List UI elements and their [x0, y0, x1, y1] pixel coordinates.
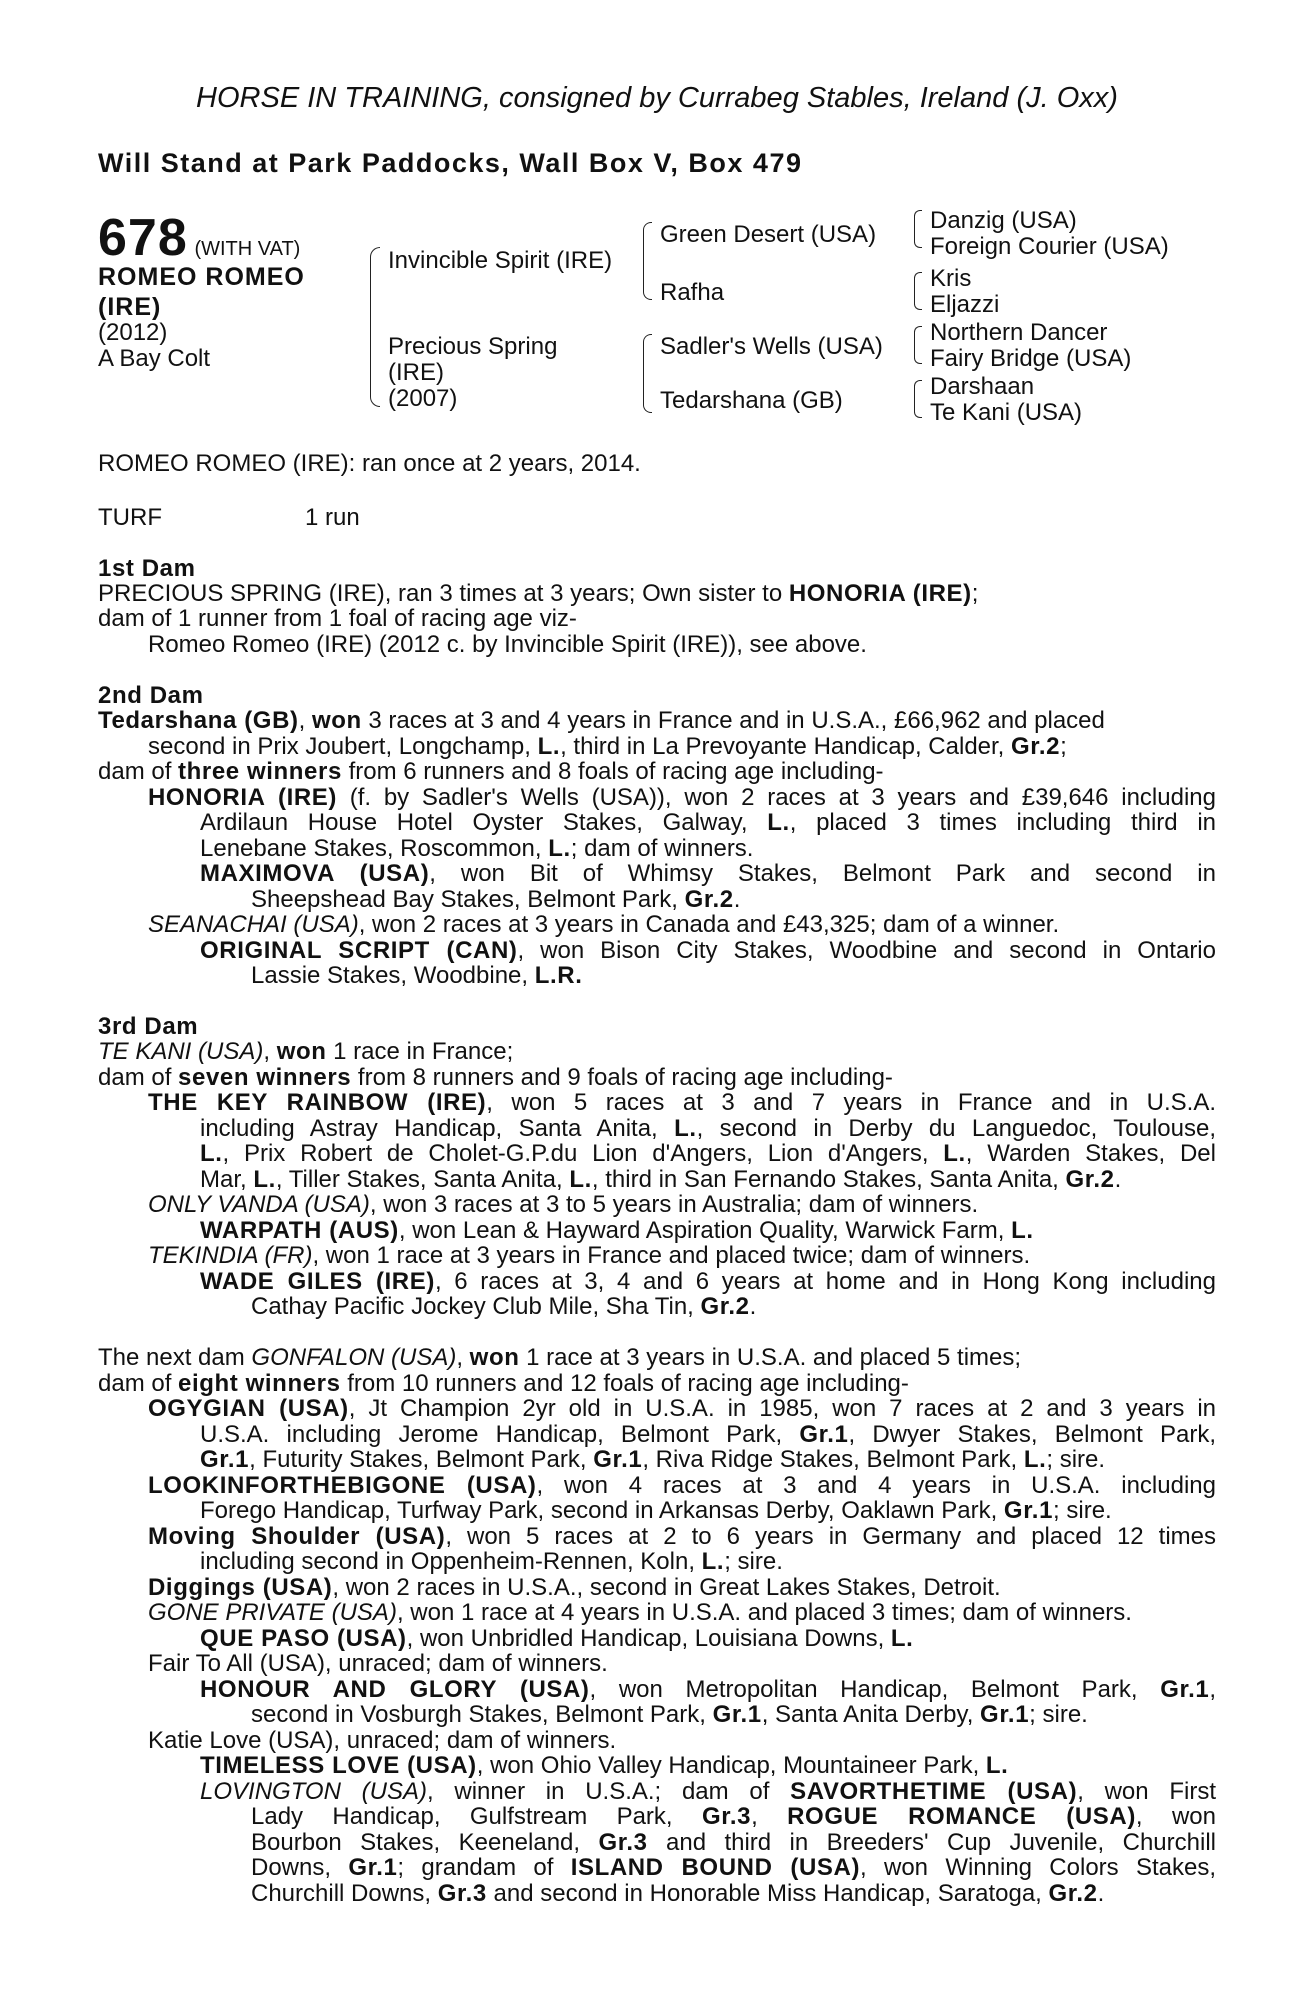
- text: , Jt Champion 2yr old in U.S.A. in 1985, won 7 races at 2 and 3 years in: [348, 1395, 1217, 1422]
- text: , Dwyer Stakes, Belmont Park,: [848, 1421, 1217, 1448]
- race-grade: L.: [569, 1166, 592, 1193]
- text: , won Bison City Stakes, Woodbine and second in Ontario: [517, 937, 1216, 964]
- text: Lady Handicap, Gulfstream Park,: [251, 1803, 702, 1830]
- second-dam-line: [200, 810, 1216, 836]
- horse-name: TIMELESS LOVE (USA): [200, 1752, 477, 1779]
- text: second in Vosburgh Stakes, Belmont Park,: [251, 1701, 713, 1728]
- text: Ardilaun House Hotel Oyster Stakes, Galway,: [200, 809, 768, 836]
- text: .: [749, 1293, 757, 1320]
- text: including second in Oppenheim-Rennen, Koln,: [200, 1548, 702, 1575]
- text: , third in La Prevoyante Handicap, Calder,: [560, 733, 1012, 760]
- dam-name-line2: (IRE): [388, 359, 444, 386]
- foaling-year: (2012): [98, 319, 168, 346]
- first-dam-line: dam of 1 runner from 1 foal of racing age viz-: [98, 605, 577, 632]
- text: dam of: [98, 1370, 179, 1397]
- third-dam-line: [148, 1192, 1216, 1218]
- text: Churchill Downs,: [251, 1880, 438, 1907]
- dam-line-brace: [643, 334, 652, 413]
- third-dam-line: [200, 1116, 1216, 1142]
- first-dam-line: [98, 581, 1216, 607]
- race-grade: Gr.3: [598, 1829, 648, 1856]
- text: , Tiller Stakes, Santa Anita,: [275, 1166, 570, 1193]
- surface-label: TURF: [98, 504, 162, 531]
- horse-name: Diggings (USA): [148, 1574, 333, 1601]
- horse-name: LOVINGTON (USA): [200, 1778, 427, 1805]
- text: ; sire.: [1029, 1701, 1088, 1728]
- race-grade: Gr.2: [1065, 1166, 1115, 1193]
- text: ; sire.: [724, 1548, 783, 1575]
- next-dam-line: [251, 1702, 1216, 1728]
- horse-name: Tedarshana (GB): [98, 707, 299, 734]
- second-dam-line: [148, 785, 1216, 811]
- race-record-surface: [98, 505, 1216, 531]
- next-dam-line: [200, 1549, 1216, 1575]
- text: , won 4 races at 3 and 4 years in U.S.A. including: [536, 1472, 1216, 1499]
- next-dam-line: [200, 1626, 1216, 1652]
- next-dam-line: Katie Love (USA), unraced; dam of winners.: [148, 1727, 617, 1754]
- next-dam-line: [98, 1345, 1216, 1371]
- horse-name: TE KANI (USA): [98, 1038, 264, 1065]
- text: , won First: [1077, 1778, 1216, 1805]
- text: 3 races at 3 and 4 years in France and in U.S.A., £66,962 and placed: [361, 707, 1105, 734]
- great-grandsire-2: Kris: [930, 265, 972, 292]
- race-grade: Gr.3: [701, 1803, 752, 1830]
- horse-name: SAVORTHETIME (USA): [790, 1778, 1078, 1805]
- text: , won Bit of Whimsy Stakes, Belmont Park and second in: [429, 860, 1216, 887]
- text: Lassie Stakes, Woodbine,: [251, 962, 535, 989]
- third-dam-line: [98, 1039, 1216, 1065]
- text: and third in Breeders' Cup Juvenile, Churchill: [647, 1829, 1216, 1856]
- second-dam-line: [200, 938, 1216, 964]
- horse-name: WADE GILES (IRE): [200, 1268, 435, 1295]
- text: dam of: [98, 1064, 179, 1091]
- sire-line-brace: [643, 222, 652, 300]
- text: , won Unbridled Handicap, Louisiana Downs,: [406, 1625, 891, 1652]
- race-grade: Gr.2: [700, 1293, 750, 1320]
- race-grade: L.R.: [534, 962, 583, 989]
- emphasis: won: [311, 707, 362, 734]
- horse-name-line1: ROMEO ROMEO: [98, 263, 305, 291]
- next-dam-line: [98, 1371, 1216, 1397]
- third-dam-line: [200, 1218, 1216, 1244]
- text: .: [1097, 1880, 1105, 1907]
- horse-name: Moving Shoulder (USA): [148, 1523, 446, 1550]
- race-grade: Gr.3: [437, 1880, 487, 1907]
- text: Mar,: [200, 1166, 254, 1193]
- text: ; sire.: [1053, 1497, 1112, 1524]
- third-dam-line: [251, 1294, 1216, 1320]
- text: Forego Handicap, Turfway Park, second in Arkansas Derby, Oaklawn Park,: [200, 1497, 1004, 1524]
- ggp-brace-4: [914, 380, 922, 418]
- text: ,: [298, 707, 312, 734]
- horse-name: TEKINDIA (FR): [148, 1242, 313, 1269]
- great-grandsire-4: Darshaan: [930, 373, 1035, 400]
- text: PRECIOUS SPRING (IRE), ran 3 times at 3 years; Own sister to: [98, 580, 789, 607]
- horse-name: ORIGINAL SCRIPT (CAN): [200, 937, 518, 964]
- third-dam-line: [200, 1141, 1216, 1167]
- text: dam of: [98, 758, 179, 785]
- next-dam-line: Fair To All (USA), unraced; dam of winners.: [148, 1650, 608, 1677]
- horse-name: GONE PRIVATE (USA): [148, 1599, 397, 1626]
- horse-description: A Bay Colt: [98, 345, 211, 372]
- emphasis: won: [469, 1344, 520, 1371]
- race-grade: Gr.1: [1003, 1497, 1054, 1524]
- text: U.S.A. including Jerome Handicap, Belmont Park,: [200, 1421, 800, 1448]
- horse-name: HONOUR AND GLORY (USA): [200, 1676, 590, 1703]
- second-dam-line: [148, 734, 1216, 760]
- second-dam-line: [200, 861, 1216, 887]
- horse-name: [98, 262, 305, 322]
- race-grade: L.: [767, 809, 790, 836]
- great-grandsire-1: Danzig (USA): [930, 207, 1077, 234]
- emphasis: seven winners: [178, 1064, 352, 1091]
- horse-name: SEANACHAI (USA): [148, 911, 359, 938]
- race-grade: L.: [1023, 1446, 1047, 1473]
- horse-name: HONORIA (IRE): [788, 580, 972, 607]
- text: , Riva Ridge Stakes, Belmont Park,: [642, 1446, 1024, 1473]
- text: , third in San Fernando Stakes, Santa Anita,: [591, 1166, 1066, 1193]
- third-dam-line: [200, 1269, 1216, 1295]
- text: from 10 runners and 12 foals of racing age including-: [340, 1370, 909, 1397]
- great-granddam-3: Fairy Bridge (USA): [930, 345, 1132, 372]
- third-dam-heading: 3rd Dam: [98, 1013, 199, 1040]
- great-granddam-1: Foreign Courier (USA): [930, 233, 1169, 260]
- race-grade: L.: [1011, 1217, 1034, 1244]
- emphasis: three winners: [178, 758, 342, 785]
- horse-name: QUE PASO (USA): [200, 1625, 407, 1652]
- text: ,: [263, 1038, 277, 1065]
- ggp-brace-1: [914, 210, 922, 248]
- text: , won 2 races at 3 years in Canada and £43,325; dam of a winner.: [358, 911, 1060, 938]
- next-dam-line: [200, 1779, 1216, 1805]
- text: second in Prix Joubert, Longchamp,: [148, 733, 538, 760]
- granddam-1: Rafha: [660, 279, 725, 306]
- race-grade: L.: [985, 1752, 1009, 1779]
- ggp-brace-3: [914, 326, 922, 364]
- second-dam-heading: 2nd Dam: [98, 682, 204, 709]
- text: Sheepshead Bay Stakes, Belmont Park,: [251, 886, 685, 913]
- horse-name: ROGUE ROMANCE (USA): [787, 1803, 1136, 1830]
- race-grade: L.: [548, 835, 571, 862]
- first-dam-line: Romeo Romeo (IRE) (2012 c. by Invincible Spirit (IRE)), see above.: [148, 631, 867, 658]
- text: , Santa Anita Derby,: [761, 1701, 981, 1728]
- race-grade: Gr.2: [684, 886, 734, 913]
- text: , winner in U.S.A.; dam of: [426, 1778, 791, 1805]
- third-dam-line: [148, 1090, 1216, 1116]
- dam-name: [388, 334, 588, 412]
- text: .: [733, 886, 741, 913]
- race-grade: Gr.1: [348, 1854, 398, 1881]
- text: , placed 3 times including third in: [789, 809, 1216, 836]
- next-dam-line: [148, 1396, 1216, 1422]
- emphasis: eight winners: [178, 1370, 341, 1397]
- race-record-summary: ROMEO ROMEO (IRE): ran once at 2 years, 2014.: [98, 450, 641, 477]
- text: ;: [971, 580, 979, 607]
- next-dam-line: [251, 1881, 1216, 1907]
- text: ,: [456, 1344, 470, 1371]
- vat-note: (WITH VAT): [194, 238, 301, 260]
- text: including Astray Handicap, Santa Anita,: [200, 1115, 675, 1142]
- dam-name-line3: (2007): [388, 385, 458, 412]
- next-dam-line: [251, 1804, 1216, 1830]
- text: Bourbon Stakes, Keeneland,: [251, 1829, 599, 1856]
- text: 1 race at 3 years in U.S.A. and placed 5 times;: [519, 1344, 1022, 1371]
- text: ;: [1060, 733, 1067, 760]
- third-dam-line: [98, 1065, 1216, 1091]
- text: , won 1 race at 4 years in U.S.A. and placed 3 times; dam of winners.: [396, 1599, 1132, 1626]
- next-dam-line: [251, 1830, 1216, 1856]
- second-dam-line: [251, 963, 1216, 989]
- text: , won Ohio Valley Handicap, Mountaineer Park,: [476, 1752, 986, 1779]
- great-granddam-2: Eljazzi: [930, 291, 1000, 318]
- text: Downs,: [251, 1854, 349, 1881]
- horse-name-line2: (IRE): [98, 293, 162, 321]
- dam-name-line1: Precious Spring: [388, 333, 558, 360]
- text: , 6 races at 3, 4 and 6 years at home and in Hong Kong including: [434, 1268, 1216, 1295]
- text: from 6 runners and 8 foals of racing age including-: [341, 758, 884, 785]
- race-grade: L.: [943, 1140, 966, 1167]
- next-dam-line: [200, 1447, 1216, 1473]
- text: , second in Derby du Languedoc, Toulouse,: [696, 1115, 1216, 1142]
- race-grade: L.: [253, 1166, 276, 1193]
- text: , won 1 race at 3 years in France and placed twice; dam of winners.: [312, 1242, 1031, 1269]
- race-grade: L.: [701, 1548, 725, 1575]
- text: ; dam of winners.: [570, 835, 754, 862]
- text: and second in Honorable Miss Handicap, Saratoga,: [486, 1880, 1049, 1907]
- grandsire-2: Sadler's Wells (USA): [660, 333, 883, 360]
- horse-details: [98, 320, 210, 372]
- race-grade: Gr.1: [593, 1446, 643, 1473]
- second-dam-line: [98, 759, 1216, 785]
- text: ; sire.: [1046, 1446, 1106, 1473]
- great-grandsire-3: Northern Dancer: [930, 319, 1108, 346]
- horse-name: MAXIMOVA (USA): [200, 860, 430, 887]
- next-dam-line: [200, 1498, 1216, 1524]
- race-grade: Gr.2: [1011, 733, 1061, 760]
- race-grade: Gr.2: [1048, 1880, 1098, 1907]
- text: .: [1114, 1166, 1122, 1193]
- horse-name: THE KEY RAINBOW (IRE): [148, 1089, 487, 1116]
- race-grade: L.: [200, 1140, 223, 1167]
- sire-name: Invincible Spirit (IRE): [388, 247, 613, 274]
- text: 1 race in France;: [326, 1038, 514, 1065]
- next-dam-line: [148, 1473, 1216, 1499]
- race-grade: L.: [890, 1625, 914, 1652]
- consignment-header: HORSE IN TRAINING, consigned by Currabeg Stables, Ireland (J. Oxx): [196, 82, 1118, 114]
- text: Lenebane Stakes, Roscommon,: [200, 835, 549, 862]
- text: , won 5 races at 2 to 6 years in Germany and placed 12 times: [445, 1523, 1217, 1550]
- next-dam-line: [251, 1855, 1216, 1881]
- text: , won Winning Colors Stakes,: [860, 1854, 1216, 1881]
- text: , won: [1135, 1803, 1216, 1830]
- race-grade: L.: [537, 733, 561, 760]
- text: , Futurity Stakes, Belmont Park,: [249, 1446, 594, 1473]
- text: from 8 runners and 9 foals of racing age including-: [351, 1064, 893, 1091]
- race-grade: Gr.1: [1160, 1676, 1210, 1703]
- race-grade: L.: [674, 1115, 697, 1142]
- next-dam-line: [148, 1524, 1216, 1550]
- race-grade: Gr.1: [712, 1701, 762, 1728]
- grandsire-1: Green Desert (USA): [660, 221, 877, 248]
- race-grade: Gr.1: [200, 1446, 250, 1473]
- lot-number: 678: [98, 209, 188, 267]
- first-dam-heading: 1st Dam: [98, 555, 196, 582]
- race-grade: Gr.1: [799, 1421, 849, 1448]
- horse-name: GONFALON (USA): [251, 1344, 457, 1371]
- second-dam-line: [98, 708, 1216, 734]
- horse-name: OGYGIAN (USA): [148, 1395, 349, 1422]
- sire-dam-brace: [370, 247, 380, 407]
- next-dam-line: [148, 1575, 1216, 1601]
- next-dam-line: [148, 1600, 1216, 1626]
- third-dam-line: [200, 1167, 1216, 1193]
- great-granddam-4: Te Kani (USA): [930, 399, 1083, 426]
- text: Cathay Pacific Jockey Club Mile, Sha Tin,: [251, 1293, 701, 1320]
- next-dam-line: [200, 1422, 1216, 1448]
- second-dam-line: [148, 912, 1216, 938]
- text: , won 5 races at 3 and 7 years in France and in U.S.A.: [486, 1089, 1217, 1116]
- horse-name: ONLY VANDA (USA): [148, 1191, 370, 1218]
- text: ,: [1209, 1676, 1216, 1703]
- stand-location: Will Stand at Park Paddocks, Wall Box V, Box 479: [98, 148, 803, 178]
- second-dam-line: [251, 887, 1216, 913]
- next-dam-line: [200, 1677, 1216, 1703]
- text: (f. by Sadler's Wells (USA)), won 2 races at 3 years and £39,646 including: [336, 784, 1216, 811]
- lot-number-block: [98, 208, 300, 268]
- text: The next dam: [98, 1344, 252, 1371]
- third-dam-line: [148, 1243, 1216, 1269]
- text: ,: [751, 1803, 788, 1830]
- race-grade: Gr.1: [980, 1701, 1030, 1728]
- horse-name: WARPATH (AUS): [200, 1217, 399, 1244]
- next-dam-line: [200, 1753, 1216, 1779]
- text: , Warden Stakes, Del: [965, 1140, 1216, 1167]
- horse-name: LOOKINFORTHEBIGONE (USA): [148, 1472, 537, 1499]
- horse-name: ISLAND BOUND (USA): [570, 1854, 861, 1881]
- surface-runs: 1 run: [305, 504, 360, 531]
- ggp-brace-2: [914, 272, 922, 310]
- text: , won 2 races in U.S.A., second in Great Lakes Stakes, Detroit.: [332, 1574, 1001, 1601]
- text: , won Lean & Hayward Aspiration Quality, Warwick Farm,: [398, 1217, 1012, 1244]
- text: , won 3 races at 3 to 5 years in Australia; dam of winners.: [369, 1191, 979, 1218]
- horse-name: HONORIA (IRE): [148, 784, 337, 811]
- granddam-2: Tedarshana (GB): [660, 387, 843, 414]
- text: , won Metropolitan Handicap, Belmont Park,: [589, 1676, 1161, 1703]
- second-dam-line: [200, 836, 1216, 862]
- text: , Prix Robert de Cholet-G.P.du Lion d'Angers, Lion d'Angers,: [222, 1140, 944, 1167]
- emphasis: won: [276, 1038, 327, 1065]
- text: ; grandam of: [397, 1854, 571, 1881]
